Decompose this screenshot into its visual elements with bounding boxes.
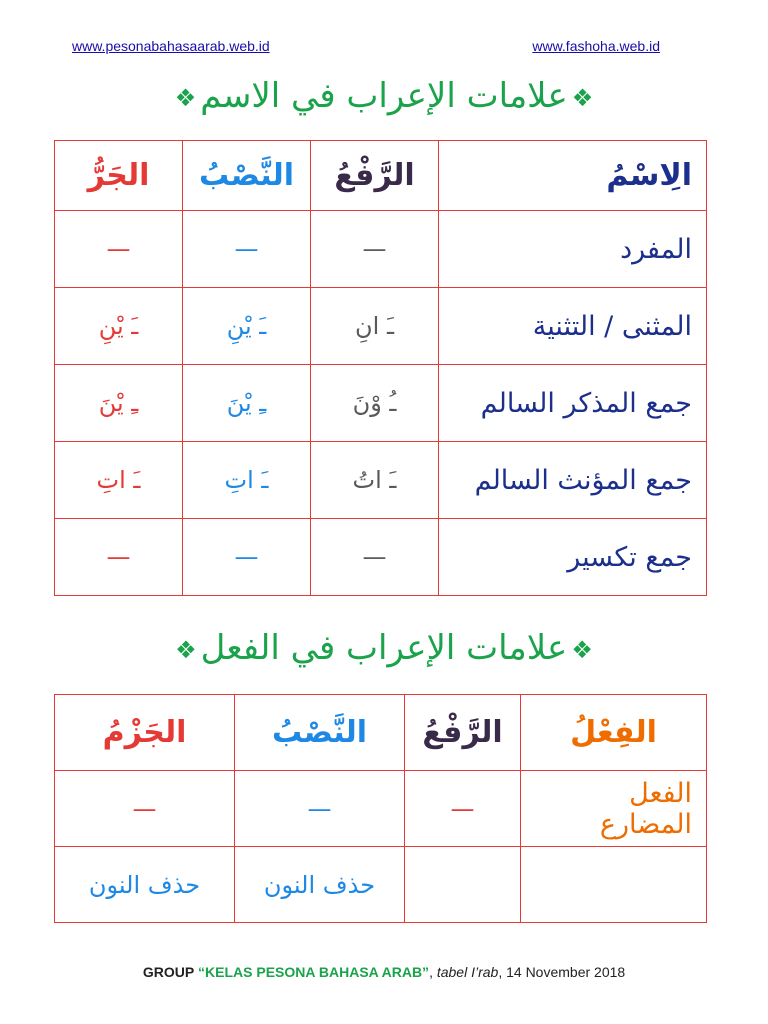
noun-table-header-row (55, 141, 707, 211)
table-row (55, 365, 707, 442)
section-title-noun-text: علامات الإعراب في الاسم (200, 76, 568, 116)
footer-doc: tabel I’rab (436, 964, 499, 980)
cell-jar: — (55, 211, 183, 288)
ornament-left-icon: ❖ (174, 83, 197, 112)
table-row (55, 847, 707, 923)
cell-jar: ـِ يْنَ (55, 365, 183, 442)
link-pesonabahasaarab[interactable]: www.pesonabahasaarab.web.id (72, 38, 270, 54)
row-name: جمع المؤنث السالم (439, 442, 707, 519)
header-jazm: الجَزْمُ (55, 695, 235, 771)
table-row (55, 211, 707, 288)
cell-nasab: ـِ يْنَ (183, 365, 311, 442)
section-title-verb-text: علامات الإعراب في الفعل (200, 628, 568, 668)
row-name: المفرد (439, 211, 707, 288)
cell-nasab: — (235, 771, 405, 847)
row-name: جمع المذكر السالم (439, 365, 707, 442)
cell-rafa: — (311, 519, 439, 596)
verb-irab-table (54, 694, 707, 923)
cell-rafa (405, 847, 521, 923)
cell-rafa: — (311, 211, 439, 288)
cell-rafa: — (405, 771, 521, 847)
footer-group: GROUP (142, 964, 195, 980)
cell-rafa: ـَ انِ (311, 288, 439, 365)
cell-jazm: حذف النون (55, 847, 235, 923)
verb-table-header-row (55, 695, 707, 771)
row-name: الفعل المضارع (521, 771, 707, 847)
cell-nasab: ـَ اتِ (183, 442, 311, 519)
header-jar: الجَرُّ (55, 141, 183, 211)
header-nasab: النَّصْبُ (183, 141, 311, 211)
cell-nasab: حذف النون (235, 847, 405, 923)
cell-rafa: ـُ وْنَ (311, 365, 439, 442)
section-title-verb (0, 628, 768, 668)
row-name: المثنى / التثنية (439, 288, 707, 365)
header-links (72, 38, 660, 60)
footer-date: , 14 November 2018 (498, 964, 626, 980)
row-name (521, 847, 707, 923)
header-ism: الِاسْمُ (439, 141, 707, 211)
section-title-noun (0, 76, 768, 116)
cell-jar: — (55, 519, 183, 596)
header-fiil: الفِعْلُ (521, 695, 707, 771)
table-row (55, 442, 707, 519)
cell-rafa: ـَ اتُ (311, 442, 439, 519)
cell-jar: ـَ اتِ (55, 442, 183, 519)
header-nasab: النَّصْبُ (235, 695, 405, 771)
header-rafa: الرَّفْعُ (405, 695, 521, 771)
cell-nasab: ـَ يْنِ (183, 288, 311, 365)
ornament-left-icon: ❖ (175, 635, 197, 664)
footer (0, 964, 768, 980)
table-row (55, 771, 707, 847)
ornament-right-icon: ❖ (571, 635, 593, 664)
table-row (55, 519, 707, 596)
header-rafa: الرَّفْعُ (311, 141, 439, 211)
cell-nasab: — (183, 211, 311, 288)
cell-jazm: — (55, 771, 235, 847)
link-fashoha[interactable]: www.fashoha.web.id (532, 38, 660, 54)
cell-jar: ـَ يْنِ (55, 288, 183, 365)
table-row (55, 288, 707, 365)
row-name: جمع تكسير (439, 519, 707, 596)
noun-irab-table (54, 140, 707, 596)
cell-nasab: — (183, 519, 311, 596)
ornament-right-icon: ❖ (571, 83, 594, 112)
footer-sep: , (429, 964, 437, 980)
footer-group-name: “KELAS PESONA BAHASA ARAB” (198, 964, 430, 980)
